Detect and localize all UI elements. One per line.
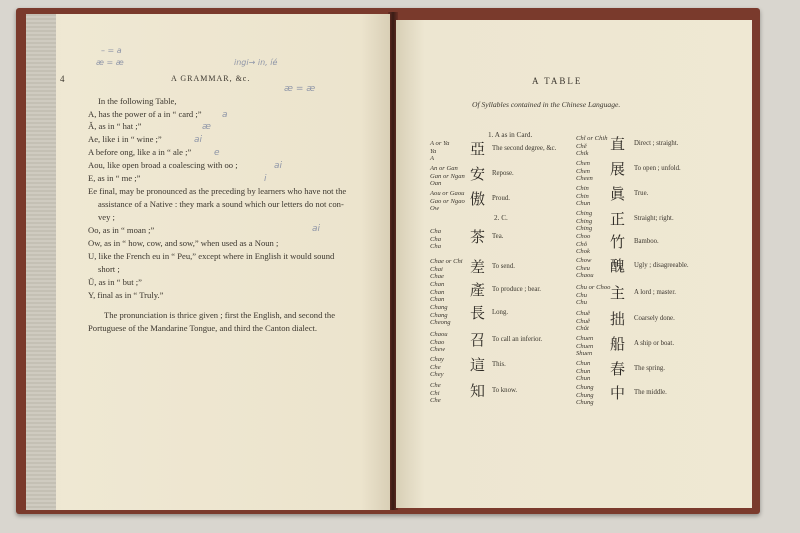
section-heading: 1. A as in Card. — [488, 131, 533, 139]
chinese-character: 眞 — [610, 185, 626, 203]
text-line: Aou, like open broad a coalescing with oo ; — [88, 160, 238, 170]
romanization: Chu — [576, 299, 587, 306]
pencil-note: æ — [202, 122, 211, 132]
romanization: Cha — [430, 243, 441, 250]
chinese-character: 長 — [470, 304, 486, 322]
chinese-character: 展 — [610, 160, 626, 178]
romanization: Cheen — [576, 175, 593, 182]
romanization: A or Ya — [430, 140, 450, 147]
meaning: True. — [634, 190, 649, 197]
closing-line: The pronunciation is thrice given ; first the English, and second the — [104, 310, 336, 320]
romanization: Chu or Choo — [576, 284, 611, 291]
romanization: Chun — [576, 367, 591, 375]
chinese-character: 正 — [610, 210, 626, 228]
romanization: Chuĕ — [576, 310, 590, 317]
right-page — [396, 20, 752, 508]
romanization: Ching — [576, 217, 593, 225]
romanization: Chŭt — [576, 325, 589, 332]
romanization: A — [430, 155, 435, 162]
romanization: Chin — [576, 185, 589, 192]
chinese-character: 差 — [470, 258, 486, 276]
chinese-character: 春 — [610, 360, 626, 378]
chinese-character: 竹 — [610, 233, 626, 251]
meaning: Proud. — [492, 195, 510, 202]
romanization: Chung — [576, 399, 594, 406]
text-line: Ŭ, as in “ but ;” — [88, 277, 142, 287]
text-line: Ă, as in “ hat ;” — [88, 121, 142, 131]
meaning: This. — [492, 361, 506, 368]
meaning: Bamboo. — [634, 238, 659, 245]
closing-line: Portuguese of the Mandarine Tongue, and third the Canton dialect. — [88, 323, 318, 333]
section-heading: 2. C. — [494, 214, 508, 222]
romanization: Chok — [576, 248, 590, 255]
meaning: The spring. — [634, 365, 665, 372]
romanization: Chen — [576, 167, 590, 175]
romanization: Chang — [430, 304, 448, 311]
romanization: Chang — [430, 311, 448, 319]
chinese-character: 安 — [470, 165, 486, 183]
text-line: E, as in “ me ;” — [88, 173, 141, 183]
table-subtitle: Of Syllables contained in the Chinese Language. — [472, 100, 621, 109]
romanization: Ow — [430, 205, 440, 212]
pencil-note: i — [264, 174, 267, 184]
romanization: Cheu — [576, 264, 590, 272]
text-line: Oo, as in “ moan ;” — [88, 225, 155, 235]
romanization: Ching — [576, 210, 593, 217]
romanization: Chung — [576, 384, 594, 391]
romanization: Chuen — [576, 335, 594, 342]
romanization: Chung — [576, 391, 594, 399]
chinese-character: 中 — [610, 384, 626, 402]
romanization: Ching — [576, 225, 593, 232]
text-line: Ee final, may be pronounced as the preceding by learners who have not the — [88, 186, 347, 196]
text-line: U, like the French eu in “ Peu,” except where in English it would sound — [88, 251, 335, 261]
meaning: A lord ; master. — [634, 289, 676, 296]
meaning: Tea. — [492, 233, 504, 240]
chinese-character: 醜 — [610, 257, 626, 275]
text-line: Y, final as in “ Truly.” — [88, 290, 164, 300]
meaning: Coarsely done. — [634, 315, 675, 322]
romanization: Cha — [430, 235, 441, 243]
romanization: Chŏ — [576, 240, 587, 248]
romanization: Chun — [576, 360, 591, 367]
romanization: Chin — [576, 192, 589, 200]
pencil-note: ai — [312, 224, 321, 234]
romanization: Chaou — [576, 272, 594, 279]
romanization: Chaou — [430, 331, 448, 338]
romanization: Oan — [430, 180, 442, 187]
pencil-note: – = a — [101, 46, 122, 55]
romanization: Gan or Ngan — [430, 172, 465, 180]
text-line: Ow, as in “ how, cow, and sow,” when used as a Noun ; — [88, 238, 279, 248]
text-line: vey ; — [98, 212, 115, 222]
romanization: Chĕ — [576, 142, 587, 150]
intro-line: In the following Table, — [98, 96, 177, 106]
romanization: Che — [430, 397, 441, 404]
meaning: To call an inferior. — [492, 336, 543, 343]
romanization: Chew — [430, 346, 446, 353]
chinese-character: 拙 — [610, 310, 626, 328]
romanization: Chay — [430, 356, 444, 363]
pencil-note: e — [214, 148, 220, 158]
pencil-note: æ = æ — [96, 58, 124, 67]
page-number: 4 — [60, 74, 65, 84]
romanization: Chae or Chi — [430, 258, 463, 265]
running-head: A GRAMMAR, &c. — [171, 74, 251, 83]
romanization: Chai — [430, 265, 443, 273]
romanization: Aou or Gaou — [430, 190, 465, 197]
meaning: Ugly ; disagreeable. — [634, 262, 689, 269]
meaning: The second degree, &c. — [492, 145, 557, 152]
romanization: Cheong — [430, 319, 451, 326]
romanization: Gao or Ngao — [430, 197, 465, 205]
meaning: Direct ; straight. — [634, 140, 679, 147]
romanization: Chuĕ — [576, 317, 590, 325]
romanization: Choo — [576, 233, 591, 240]
chinese-character: 茶 — [470, 228, 486, 246]
chinese-character: 船 — [610, 335, 626, 353]
romanization: Chao — [430, 338, 445, 346]
romanization: Chi — [430, 389, 440, 397]
meaning: To open ; unfold. — [634, 165, 681, 172]
romanization: Che — [430, 382, 441, 389]
romanization: Chen — [576, 160, 590, 167]
text-line: Ae, like i in “ wine ;” — [88, 134, 162, 144]
romanization: Chan — [430, 281, 445, 288]
chinese-character: 知 — [470, 382, 486, 400]
text-line: A, has the power of a in “ card ;” — [88, 109, 202, 119]
romanization: Cha — [430, 228, 441, 235]
pencil-note: ingi→ in, íé — [234, 58, 278, 67]
meaning: The middle. — [634, 389, 667, 396]
meaning: A ship or boat. — [634, 340, 675, 347]
romanization: An or Gan — [430, 165, 458, 172]
pencil-note: ai — [194, 135, 203, 145]
chinese-character: 產 — [470, 281, 486, 299]
romanization: Chuen — [576, 342, 594, 350]
meaning: Long. — [492, 309, 509, 316]
chinese-character: 亞 — [470, 140, 486, 158]
romanization: Chĭ or Chih — [576, 135, 608, 142]
chinese-character: 這 — [470, 356, 486, 374]
romanization: Ya — [430, 147, 437, 155]
romanization: Chun — [576, 375, 591, 382]
meaning: To know. — [492, 387, 518, 394]
chinese-character: 傲 — [470, 190, 486, 208]
romanization: Chik — [576, 150, 589, 157]
romanization: Chun — [576, 200, 591, 207]
left-page — [26, 14, 390, 510]
meaning: To send. — [492, 263, 515, 270]
meaning: Straight; right. — [634, 215, 674, 222]
binding-strip — [26, 14, 56, 510]
pencil-note: a — [222, 110, 228, 120]
text-line: A before ong, like a in “ ale ;” — [88, 147, 192, 157]
text-line: short ; — [98, 264, 120, 274]
chinese-character: 直 — [610, 135, 626, 153]
chinese-character: 召 — [470, 331, 486, 349]
meaning: Repose. — [492, 170, 514, 177]
pencil-note: æ = æ — [284, 84, 316, 94]
romanization: Chu — [576, 291, 587, 299]
romanization: Chan — [430, 288, 445, 296]
romanization: Chow — [576, 257, 592, 264]
text-line: assistance of a Native : they mark a sound which our letters do not con- — [98, 199, 344, 209]
romanization: Chae — [430, 273, 444, 280]
romanization: Che — [430, 363, 441, 371]
pencil-note: ai — [274, 161, 283, 171]
romanization: Chan — [430, 296, 445, 303]
romanization: Chey — [430, 371, 444, 378]
chinese-character: 主 — [610, 284, 626, 302]
table-title: A TABLE — [532, 76, 583, 86]
meaning: To produce ; bear. — [492, 286, 541, 293]
romanization: Shuen — [576, 350, 593, 357]
